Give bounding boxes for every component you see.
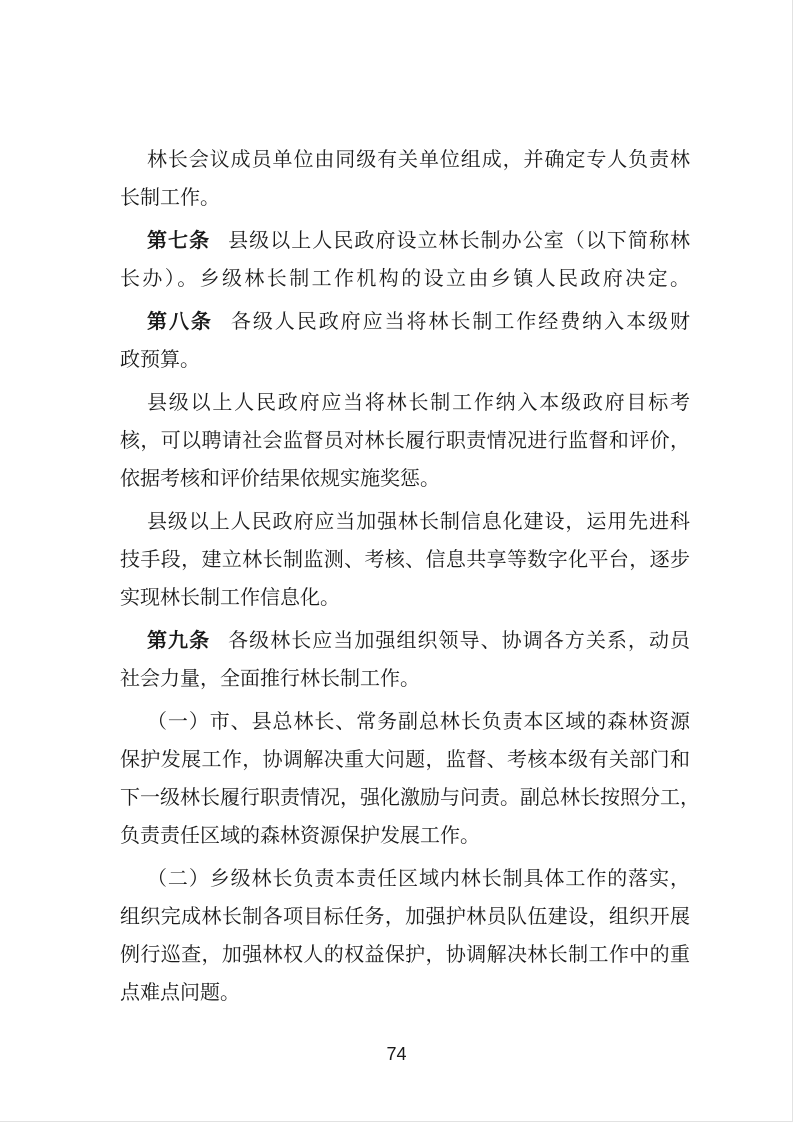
text-line: 长制工作。: [120, 185, 220, 209]
text-line: 核，可以聘请社会监督员对林长履行职责情况进行监督和评价，: [120, 428, 690, 452]
text-line: 下一级林长履行职责情况，强化激励与问责。副总林长按照分工，: [120, 785, 700, 809]
text-line: 负责责任区域的森林资源保护发展工作。: [120, 823, 480, 847]
text-line: 县级以上人民政府应当将林长制工作纳入本级政府目标考: [147, 390, 690, 414]
text-line: 长办）。乡级林长制工作机构的设立由乡镇人民政府决定。: [120, 266, 690, 290]
page-number: 74: [386, 1044, 407, 1064]
text-line: 组织完成林长制各项目标任务，加强护林员队伍建设，组织开展: [120, 904, 690, 928]
text-line: 政预算。: [120, 347, 200, 371]
article-heading: 第七条: [147, 228, 211, 252]
article-9-line: 第九条 各级林长应当加强组织领导、协调各方关系，动员: [147, 628, 690, 652]
article-7-line: 第七条 县级以上人民政府设立林长制办公室（以下简称林: [147, 228, 690, 252]
text-line: 实现林长制工作信息化。: [120, 585, 340, 609]
text-line: 点难点问题。: [120, 980, 240, 1004]
text-line: 县级以上人民政府应当加强林长制信息化建设，运用先进科: [147, 509, 690, 533]
text-line: 依据考核和评价结果依规实施奖惩。: [120, 466, 440, 490]
text-line: （一）市、县总林长、常务副总林长负责本区域的森林资源: [147, 709, 690, 733]
text-line: 保护发展工作，协调解决重大问题，监督、考核本级有关部门和: [120, 747, 690, 771]
text-line: （二）乡级林长负责本责任区域内林长制具体工作的落实，: [147, 866, 690, 890]
article-heading: 第八条: [147, 309, 213, 333]
article-heading: 第九条: [147, 628, 211, 652]
article-8-line: 第八条 各级人民政府应当将林长制工作经费纳入本级财: [147, 309, 691, 333]
text-line: 例行巡查，加强林权人的权益保护，协调解决林长制工作中的重: [120, 942, 690, 966]
text-line: 社会力量，全面推行林长制工作。: [120, 666, 420, 690]
text-line: 技手段，建立林长制监测、考核、信息共享等数字化平台，逐步: [120, 547, 690, 571]
text-line: 林长会议成员单位由同级有关单位组成，并确定专人负责林: [147, 147, 690, 171]
